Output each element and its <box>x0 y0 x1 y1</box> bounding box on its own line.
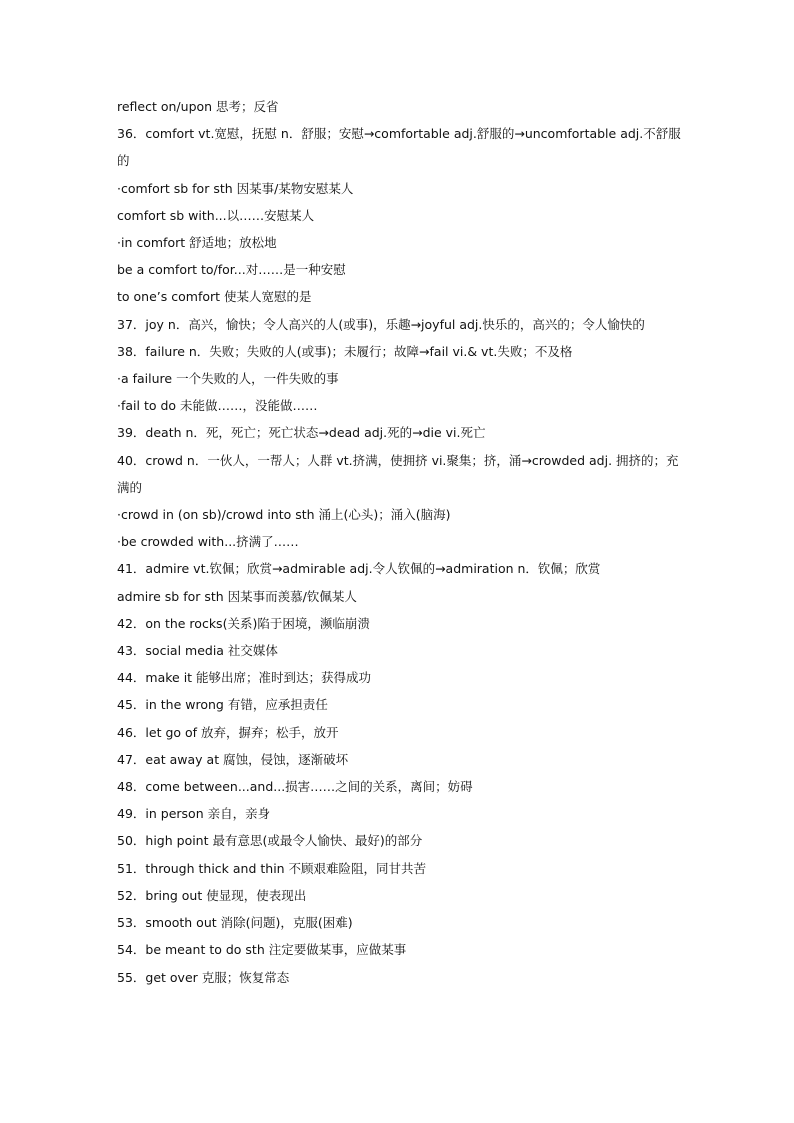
text-line: 43．social media 社交媒体 <box>117 643 278 659</box>
text-line: admire sb for sth 因某事而羡慕/钦佩某人 <box>117 588 357 604</box>
text-line: 52．bring out 使显现，使表现出 <box>117 887 307 903</box>
text-line: 51．through thick and thin 不顾艰难险阻，同甘共苦 <box>117 860 427 876</box>
text-line: to one’s comfort 使某人宽慰的是 <box>117 289 312 305</box>
text-line: 50．high point 最有意思(或最令人愉快、最好)的部分 <box>117 833 423 849</box>
text-line: 42．on the rocks(关系)陷于困境，濒临崩溃 <box>117 615 370 631</box>
text-line: 37．joy n．高兴，愉快；令人高兴的人(或事)，乐趣→joyful adj.快乐的，高兴的；令人愉快的 <box>117 316 645 332</box>
text-line: 55．get over 克服；恢复常态 <box>117 969 290 985</box>
text-line: ·in comfort 舒适地；放松地 <box>117 235 277 251</box>
text-line: ·comfort sb for sth 因某事/某物安慰某人 <box>117 180 354 196</box>
text-line: 49．in person 亲自，亲身 <box>117 806 271 822</box>
text-line: ·fail to do 未能做……，没能做…… <box>117 398 318 414</box>
document-page <box>117 93 682 991</box>
text-line: 41．admire vt.钦佩；欣赏→admirable adj.令人钦佩的→admiration n．钦佩；欣赏 <box>117 561 601 577</box>
text-line: ·be crowded with...挤满了…… <box>117 534 299 550</box>
text-line: 54．be meant to do sth 注定要做某事，应做某事 <box>117 942 407 958</box>
text-line: comfort sb with...以……安慰某人 <box>117 207 315 223</box>
text-line: 45．in the wrong 有错，应承担责任 <box>117 697 328 713</box>
text-line: 48．come between...and...损害……之间的关系，离间；妨碍 <box>117 779 473 795</box>
text-line: 53．smooth out 消除(问题)，克服(困难) <box>117 915 353 931</box>
text-line: 44．make it 能够出席；准时到达；获得成功 <box>117 670 372 686</box>
text-line: reflect on/upon 思考；反省 <box>117 99 279 114</box>
text-line: 40．crowd n．一伙人，一帮人；人群 vt.挤满，使拥挤 vi.聚集；挤，涌→crowded adj. 拥挤的；充满的 <box>117 452 679 495</box>
text-line: 36．comfort vt.宽慰，抚慰 n．舒服；安慰→comfortable adj.舒服的→uncomfortable adj.不舒服的 <box>117 126 681 169</box>
text-line: 39．death n．死，死亡；死亡状态→dead adj.死的→die vi.死亡 <box>117 425 486 441</box>
text-line: 47．eat away at 腐蚀，侵蚀，逐渐破坏 <box>117 751 349 767</box>
text-line: ·a failure 一个失败的人，一件失败的事 <box>117 371 339 387</box>
text-line: 46．let go of 放弃，摒弃；松手，放开 <box>117 724 339 740</box>
text-line: 38．failure n．失败；失败的人(或事)；未履行；故障→fail vi.& vt.失败；不及格 <box>117 343 573 359</box>
text-line: be a comfort to/for...对……是一种安慰 <box>117 262 346 278</box>
text-line: ·crowd in (on sb)/crowd into sth 涌上(心头)；涌入(脑海) <box>117 507 451 523</box>
